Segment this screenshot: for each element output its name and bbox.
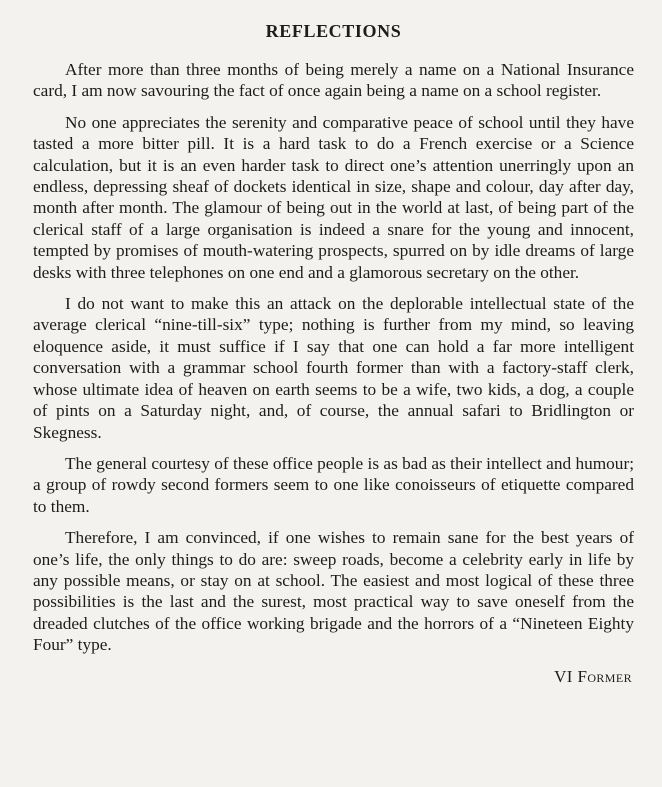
author-signature: VI Former (554, 666, 632, 686)
paragraph-4: The general courtesy of these office people is as bad as their intellect and humour; a group of rowdy second formers seem to one like conoisseurs of etiquette compared to them. (33, 453, 634, 516)
paragraph-1: After more than three months of being merely a name on a National Insurance card, I am now savouring the fact of once again being a name on a school register. (33, 60, 634, 101)
article-title: REFLECTIONS (265, 21, 402, 41)
paragraph-3: I do not want to make this an attack on the deplorable intellectual state of the average clerical “nine-till-six” type; nothing is further from my mind, so leaving eloquence aside, it must suffice if I say that one can hold a far more intelligent conversation with a grammar school fourth former than with a factory-staff clerk, whose ultimate idea of heaven on earth seems to be a wife, two kids, a dog, a couple of pints on a Saturday night, and, of course, the annual safari to Bridlington or Skegness. (33, 294, 634, 442)
paragraph-5: Therefore, I am convinced, if one wishes to remain sane for the best years of one’s life, the only things to do are: sweep roads, become a celebrity early in life by any possible means, or stay on at school. The easiest and most logical of these three possibilities is the last and the surest, most practical way to save oneself from the dreaded clutches of the office working brigade and the horrors of a “Nineteen Eighty Four” type. (33, 528, 634, 655)
paragraph-2: No one appreciates the serenity and comparative peace of school until they have tasted a more bitter pill. It is a hard task to do a French exercise or a Science calculation, but it is an even harder task to direct one’s attention unerringly upon an endless, depressing sheaf of dockets identical in size, shape and colour, day after day, month after month. The glamour of being out in the world at last, of being part of the clerical staff of a large organisation is indeed a snare for the young and innocent, tempted by promises of mouth-watering prospects, spurred on by idle dreams of large desks with three telephones on one end and a glamorous secretary on the other. (33, 112, 634, 282)
